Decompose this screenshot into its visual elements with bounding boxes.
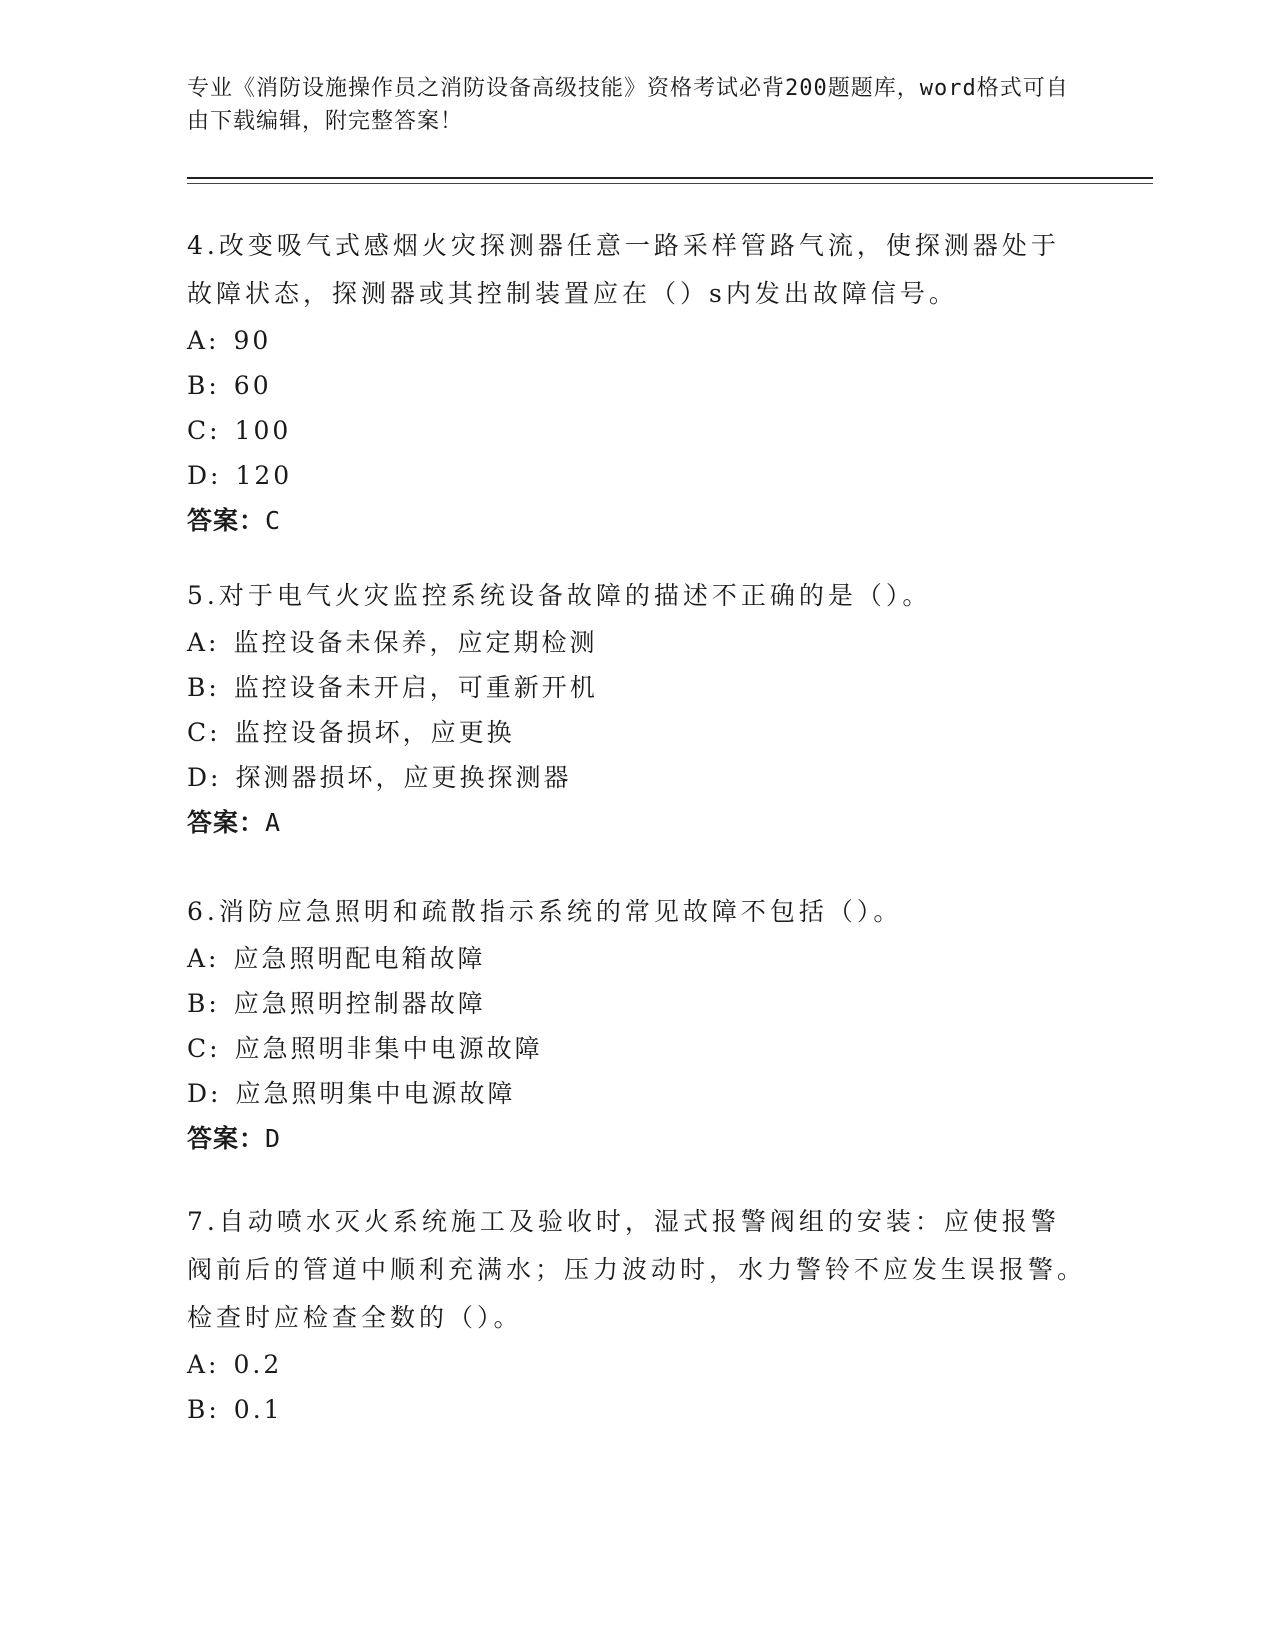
answer-value: A <box>265 808 282 837</box>
answer-line <box>187 1116 1087 1162</box>
option-text: 监控设备损坏，应更换 <box>234 718 515 747</box>
option-text: 100 <box>234 416 292 445</box>
option-key: A: <box>187 326 220 355</box>
option-c <box>187 710 1087 755</box>
option-text: 应急照明配电箱故障 <box>233 944 486 973</box>
answer-value: D <box>265 1124 282 1153</box>
option-d <box>187 755 1087 800</box>
option-text: 应急照明控制器故障 <box>233 989 486 1018</box>
option-text: 应急照明集中电源故障 <box>235 1079 516 1108</box>
option-key: B: <box>187 673 220 702</box>
option-text: 120 <box>235 461 293 490</box>
answer-value: C <box>265 506 282 535</box>
answer-line <box>187 800 1087 846</box>
option-c <box>187 1026 1087 1071</box>
document-header: 专业《消防设施操作员之消防设备高级技能》资格考试必背200题题库，word格式可自由下载编辑，附完整答案！ <box>187 76 1069 134</box>
header-divider-thin <box>187 183 1153 184</box>
option-a <box>187 936 1087 981</box>
header-divider-thick <box>187 177 1153 179</box>
option-text: 监控设备未保养，应定期检测 <box>233 628 598 657</box>
option-key: A: <box>187 944 220 973</box>
question-stem: 6.消防应急照明和疏散指示系统的常见故障不包括（）。 <box>187 897 903 926</box>
question-block <box>187 888 1087 1162</box>
answer-label: 答案： <box>187 808 266 837</box>
option-b <box>187 1387 1087 1432</box>
option-a <box>187 1342 1087 1387</box>
option-d <box>187 1071 1087 1116</box>
answer-line <box>187 498 1087 544</box>
option-key: A: <box>187 1350 220 1379</box>
option-text: 应急照明非集中电源故障 <box>234 1034 543 1063</box>
option-key: D: <box>187 1079 222 1108</box>
option-text: 探测器损坏，应更换探测器 <box>235 763 572 792</box>
option-key: C: <box>187 1034 221 1063</box>
option-text: 60 <box>233 371 272 400</box>
option-key: B: <box>187 989 220 1018</box>
question-stem: 7.自动喷水灭火系统施工及验收时，湿式报警阀组的安装：应使报警阀前后的管道中顺利充满水；压力波动时，水力警铃不应发生误报警。检查时应检查全数的（）。 <box>187 1207 1087 1332</box>
option-text: 0.2 <box>233 1350 283 1379</box>
option-b <box>187 981 1087 1026</box>
answer-label: 答案： <box>187 1124 266 1153</box>
question-block <box>187 1198 1087 1432</box>
option-key: C: <box>187 416 221 445</box>
option-key: D: <box>187 461 222 490</box>
option-key: A: <box>187 628 220 657</box>
answer-label: 答案： <box>187 506 266 535</box>
question-block <box>187 572 1087 846</box>
option-b <box>187 363 1087 408</box>
option-key: D: <box>187 763 222 792</box>
option-a <box>187 620 1087 665</box>
option-c <box>187 408 1087 453</box>
option-text: 90 <box>233 326 272 355</box>
question-stem: 4.改变吸气式感烟火灾探测器任意一路采样管路气流，使探测器处于故障状态，探测器或其控制装置应在（）s内发出故障信号。 <box>187 231 1060 308</box>
option-a <box>187 318 1087 363</box>
question-block <box>187 222 1087 544</box>
option-key: B: <box>187 371 220 400</box>
question-stem: 5.对于电气火灾监控系统设备故障的描述不正确的是（）。 <box>187 581 932 610</box>
option-text: 0.1 <box>233 1395 283 1424</box>
option-text: 监控设备未开启，可重新开机 <box>233 673 598 702</box>
option-d <box>187 453 1087 498</box>
option-b <box>187 665 1087 710</box>
option-key: B: <box>187 1395 220 1424</box>
option-key: C: <box>187 718 221 747</box>
